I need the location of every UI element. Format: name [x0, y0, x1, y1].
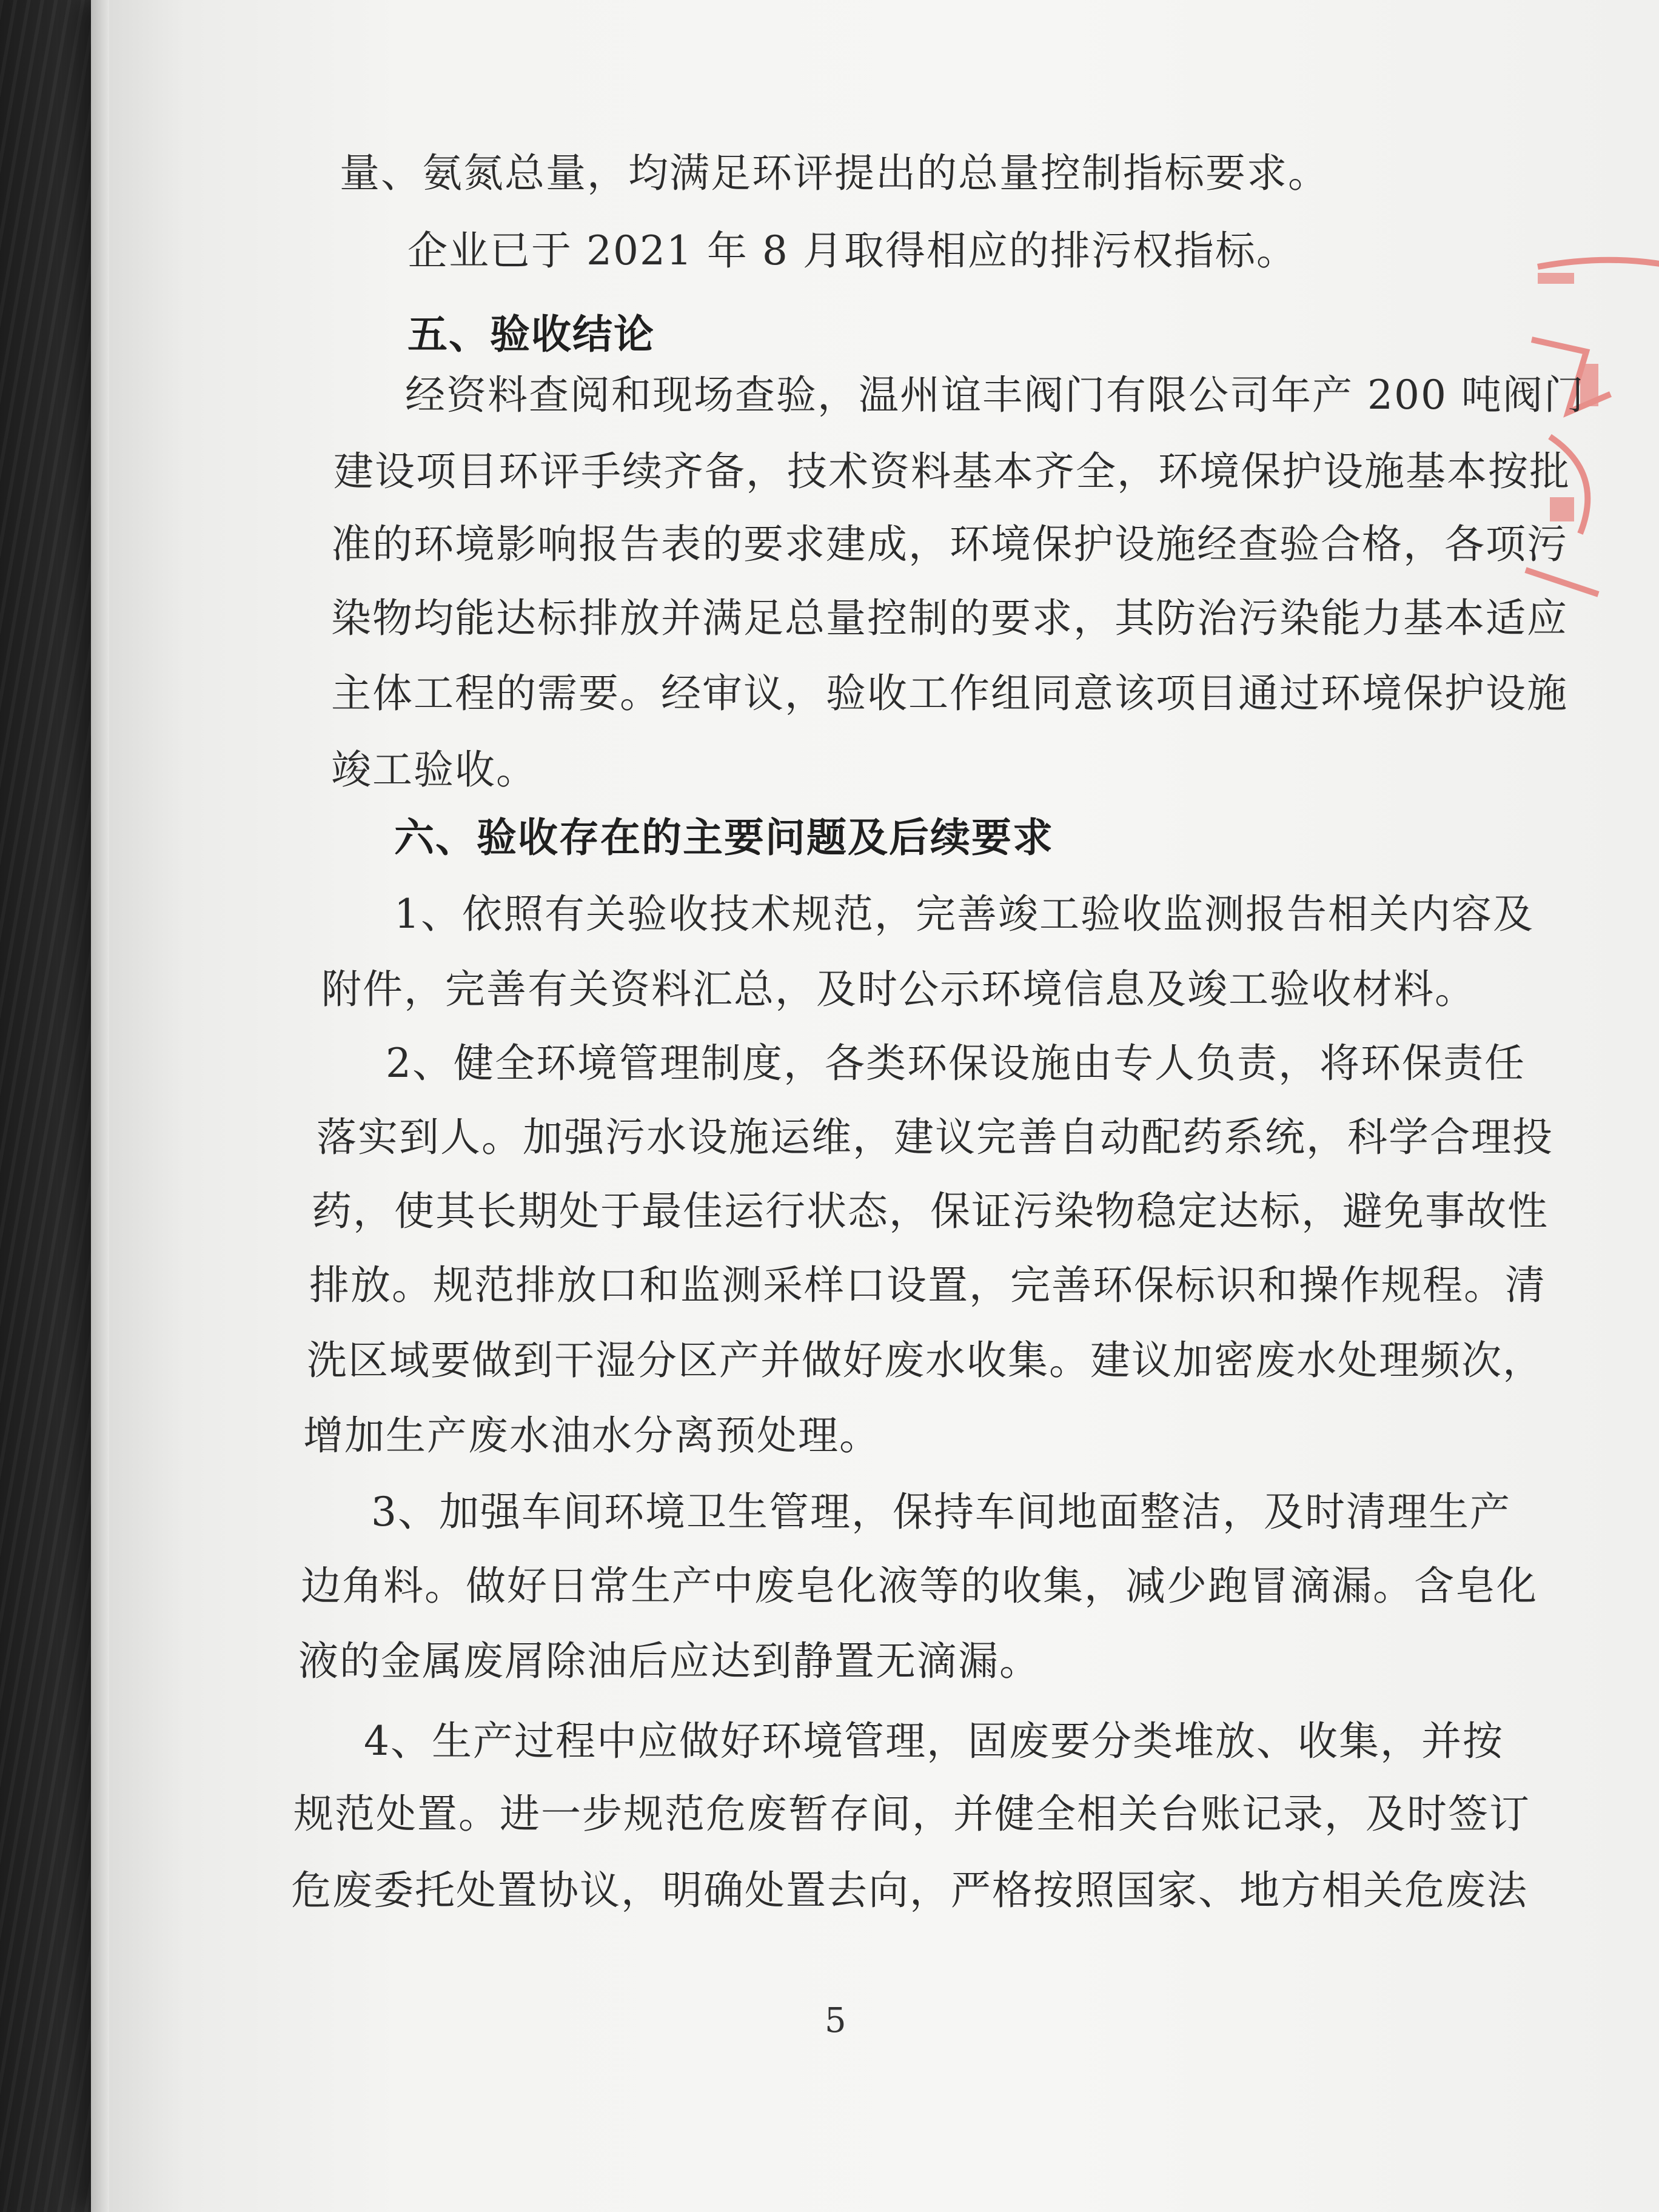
text-line: 规范处置。进一步规范危废暂存间，并健全相关台账记录，及时签订: [293, 1791, 1530, 1837]
text-line: 1、依照有关验收技术规范，完善竣工验收监测报告相关内容及: [394, 891, 1534, 937]
text-line: 企业已于 2021 年 8 月取得相应的排污权指标。: [407, 227, 1298, 274]
text-line: 3、加强车间环境卫生管理，保持车间地面整洁，及时清理生产: [371, 1489, 1511, 1535]
text-line: 主体工程的需要。经审议，验收工作组同意该项目通过环境保护设施: [331, 670, 1568, 717]
text-line: 排放。规范排放口和监测采样口设置，完善环保标识和操作规程。清: [309, 1262, 1546, 1309]
text-line: 建设项目环评手续齐备，技术资料基本齐全，环境保护设施基本按批: [333, 448, 1570, 495]
text-line: 落实到人。加强污水设施运维，建议完善自动配药系统，科学合理投: [317, 1114, 1553, 1161]
page-number: 5: [825, 2001, 846, 2040]
text-line: 增加生产废水油水分离预处理。: [303, 1412, 880, 1459]
text-line: 边角料。做好日常生产中废皂化液等的收集，减少跑冒滴漏。含皂化: [301, 1563, 1538, 1609]
text-line: 危废委托处置协议，明确处置去向，严格按照国家、地方相关危废法: [291, 1867, 1528, 1914]
text-line: 2、健全环境管理制度，各类环保设施由专人负责，将环保责任: [386, 1040, 1526, 1087]
text-line: 经资料查阅和现场查验，温州谊丰阀门有限公司年产 200 吨阀门: [405, 372, 1585, 418]
text-line: 液的金属废屑除油后应达到静置无滴漏。: [298, 1638, 1041, 1684]
text-line: 4、生产过程中应做好环境管理，固废要分类堆放、收集，并按: [364, 1718, 1504, 1765]
section-heading-issues: 六、验收存在的主要问题及后续要求: [394, 814, 1054, 861]
text-line: 竣工验收。: [331, 746, 537, 793]
text-line: 药，使其长期处于最佳运行状态，保证污染物稳定达标，避免事故性: [312, 1188, 1549, 1235]
text-line: 洗区域要做到干湿分区产并做好废水收集。建议加密废水处理频次，: [307, 1337, 1544, 1384]
text-line: 附件，完善有关资料汇总，及时公示环境信息及竣工验收材料。: [321, 966, 1476, 1013]
text-line: 准的环境影响报告表的要求建成，环境保护设施经查验合格，各项污: [331, 521, 1568, 568]
text-line: 染物均能达标排放并满足总量控制的要求，其防治污染能力基本适应: [331, 595, 1568, 642]
text-line: 量、氨氮总量，均满足环评提出的总量控制指标要求。: [340, 150, 1329, 196]
section-heading-conclusion: 五、验收结论: [407, 310, 655, 358]
